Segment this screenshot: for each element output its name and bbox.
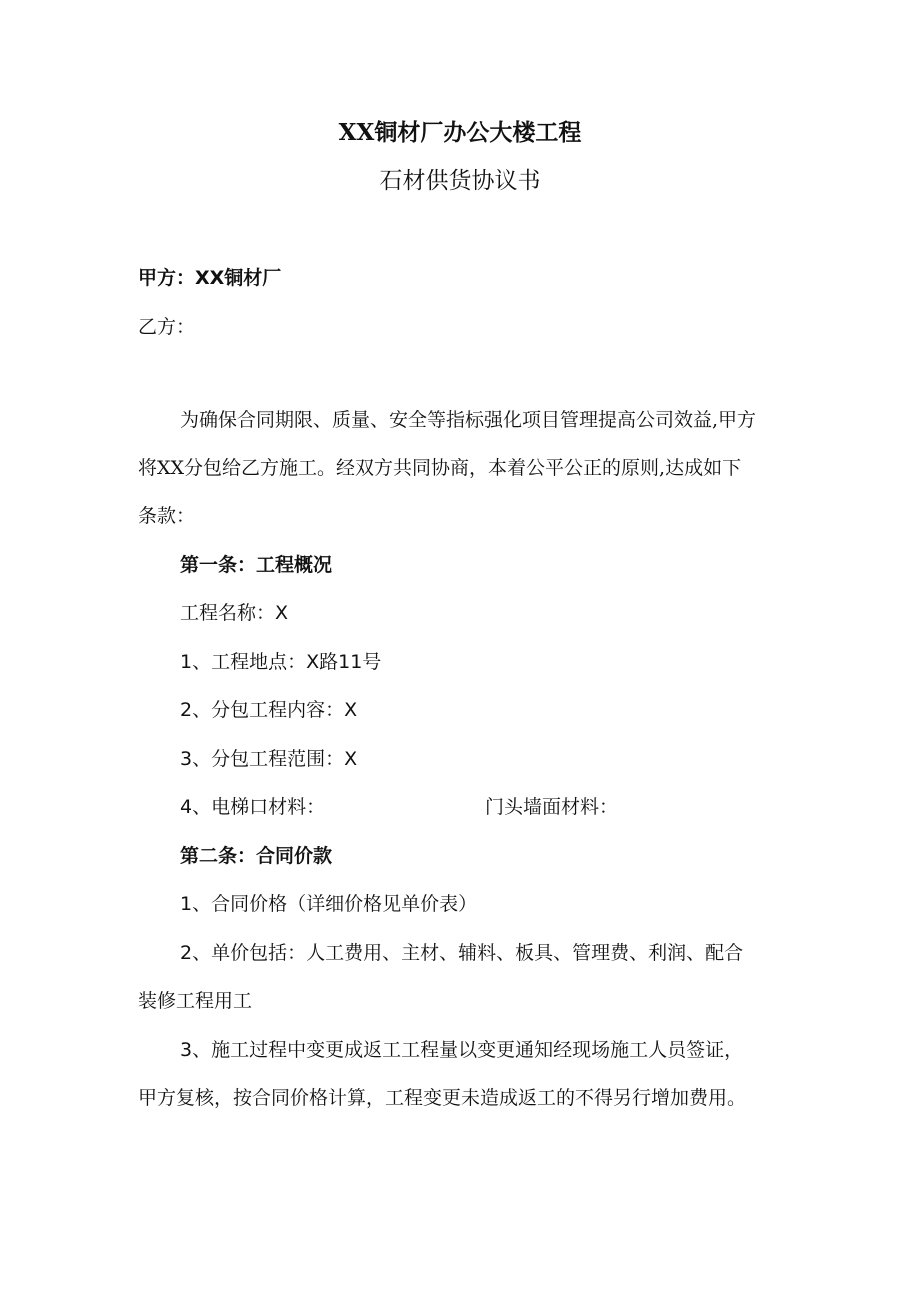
party-a-line: 甲方：XX铜材厂 [138, 267, 282, 289]
article2-item3-line1: 3、施工过程中变更成返工工程量以变更通知经现场施工人员签证， [180, 1039, 744, 1061]
article2-item3-line2: 甲方复核，按合同价格计算，工程变更未造成返工的不得另行增加费用。 [138, 1087, 747, 1109]
article2-heading: 第二条：合同价款 [180, 845, 333, 867]
intro-paragraph-line3: 条款： [138, 505, 196, 527]
article2-item1: 1、合同价格（详细价格见单价表） [180, 893, 478, 915]
article1-item4-elevator-material: 4、电梯口材料： [180, 796, 326, 818]
party-b-line: 乙方： [138, 316, 196, 338]
document-title-line2: 石材供货协议书 [379, 168, 541, 194]
article2-item2-line1: 2、单价包括：人工费用、主材、辅料、板具、管理费、利润、配合 [180, 942, 744, 964]
article1-item3: 3、分包工程范围：X [180, 748, 358, 770]
article1-item2: 2、分包工程内容：X [180, 699, 358, 721]
intro-paragraph-line1: 为确保合同期限、质量、安全等指标强化项目管理提高公司效益,甲方 [180, 409, 757, 431]
article1-project-name: 工程名称：X [180, 602, 289, 624]
intro-paragraph-line2: 将XX分包给乙方施工。经双方共同协商，本着公平公正的原则,达成如下 [138, 457, 742, 479]
article1-item1: 1、工程地点：X路11号 [180, 651, 382, 673]
article1-heading: 第一条：工程概况 [180, 554, 333, 576]
article2-item2-line2: 装修工程用工 [138, 990, 253, 1012]
article1-item4-door-wall-material: 门头墙面材料： [485, 796, 619, 818]
document-title-line1: XX铜材厂办公大楼工程 [338, 119, 582, 146]
